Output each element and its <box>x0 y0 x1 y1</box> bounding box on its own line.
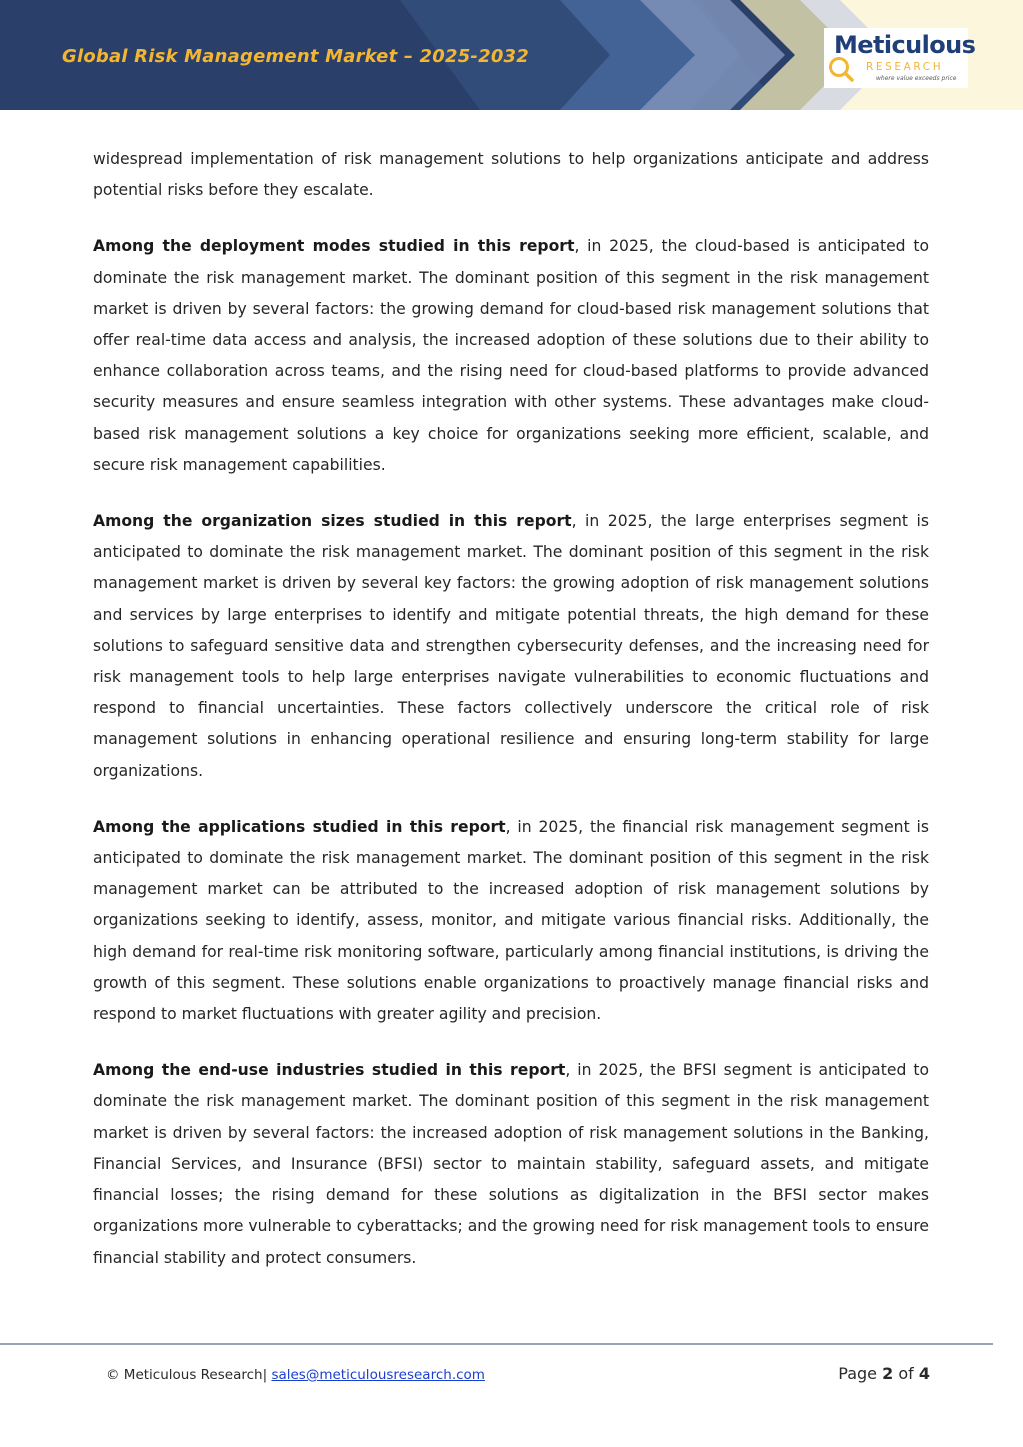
meticulous-research-logo <box>824 28 976 88</box>
copyright-text: © Meticulous Research| <box>106 1367 268 1383</box>
page-number <box>838 1364 930 1383</box>
logo-tagline: where value exceeds price <box>876 75 957 82</box>
paragraph-lead: Among the end-use industries studied in this report <box>93 1061 566 1080</box>
paragraph <box>93 1055 929 1273</box>
paragraph <box>93 506 929 787</box>
page-current: 2 <box>882 1364 894 1383</box>
page-prefix: Page <box>838 1364 878 1383</box>
email-link[interactable]: sales@meticulousresearch.com <box>271 1367 485 1383</box>
paragraph-text: widespread implementation of risk management solutions to help organizations anticipate and address potential risks before they escalate. <box>93 150 929 200</box>
paragraph-lead: Among the applications studied in this report <box>93 817 506 836</box>
footer-divider <box>0 1343 993 1345</box>
document-title: Global Risk Management Market – 2025-2032 <box>62 46 529 67</box>
page-total: 4 <box>918 1364 930 1383</box>
paragraph <box>93 812 929 1030</box>
paragraph <box>93 144 929 206</box>
logo-subtitle: RESEARCH <box>866 61 944 73</box>
paragraph <box>93 231 929 481</box>
paragraph-text: , in 2025, the cloud-based is anticipated to dominate the risk management market. The dominant position of this segment in the risk management market is driven by several factors: the growing demand for cloud-based risk management solutions that offer real-time data access and analysis, the increased adoption of these solutions due to their ability to enhance collaboration across teams, and the rising need for cloud-based platforms to provide advanced security measures and ensure seamless integration with other systems. These advantages make cloud-based risk management solutions a key choice for organizations seeking more efficient, scalable, and secure risk management capabilities. <box>93 237 929 474</box>
paragraph-lead: Among the organization sizes studied in this report <box>93 512 572 531</box>
paragraph-text: , in 2025, the BFSI segment is anticipated to dominate the risk management market. The dominant position of this segment in the risk management market is driven by several factors: the increased adoption of risk management solutions in the Banking, Financial Services, and Insurance (BFSI) sector to maintain stability, safeguard assets, and mitigate financial losses; the rising demand for these solutions as digitalization in the BFSI sector makes organizations more vulnerable to cyberattacks; and the growing need for risk management tools to ensure financial stability and protect consumers. <box>93 1061 929 1267</box>
magnifier-logo-icon <box>827 55 855 83</box>
paragraph-text: , in 2025, the financial risk management segment is anticipated to dominate the risk management market. The dominant position of this segment in the risk management market can be attributed to the increased adoption of risk management solutions by organizations seeking to identify, assess, monitor, and mitigate various financial risks. Additionally, the high demand for real-time risk monitoring software, particularly among financial institutions, is driving the growth of this segment. These solutions enable organizations to proactively manage financial risks and respond to market fluctuations with greater agility and precision. <box>93 817 929 1024</box>
paragraph-lead: Among the deployment modes studied in this report <box>93 237 575 256</box>
page-of: of <box>898 1364 914 1383</box>
footer-copyright <box>106 1367 485 1383</box>
document-body <box>93 144 929 1299</box>
logo-wordmark: Meticulous <box>834 31 976 59</box>
page-header <box>0 0 1023 110</box>
paragraph-text: , in 2025, the large enterprises segment is anticipated to dominate the risk management market. The dominant position of this segment in the risk management market is driven by several key factors: the growing adoption of risk management solutions and services by large enterprises to identify and mitigate potential threats, the high demand for these solutions to safeguard sensitive data and strengthen cybersecurity defenses, and the increasing need for risk management tools to help large enterprises navigate vulnerabilities to economic fluctuations and respond to financial uncertainties. These factors collectively underscore the critical role of risk management solutions in enhancing operational resilience and ensuring long-term stability for large organizations. <box>93 512 930 780</box>
